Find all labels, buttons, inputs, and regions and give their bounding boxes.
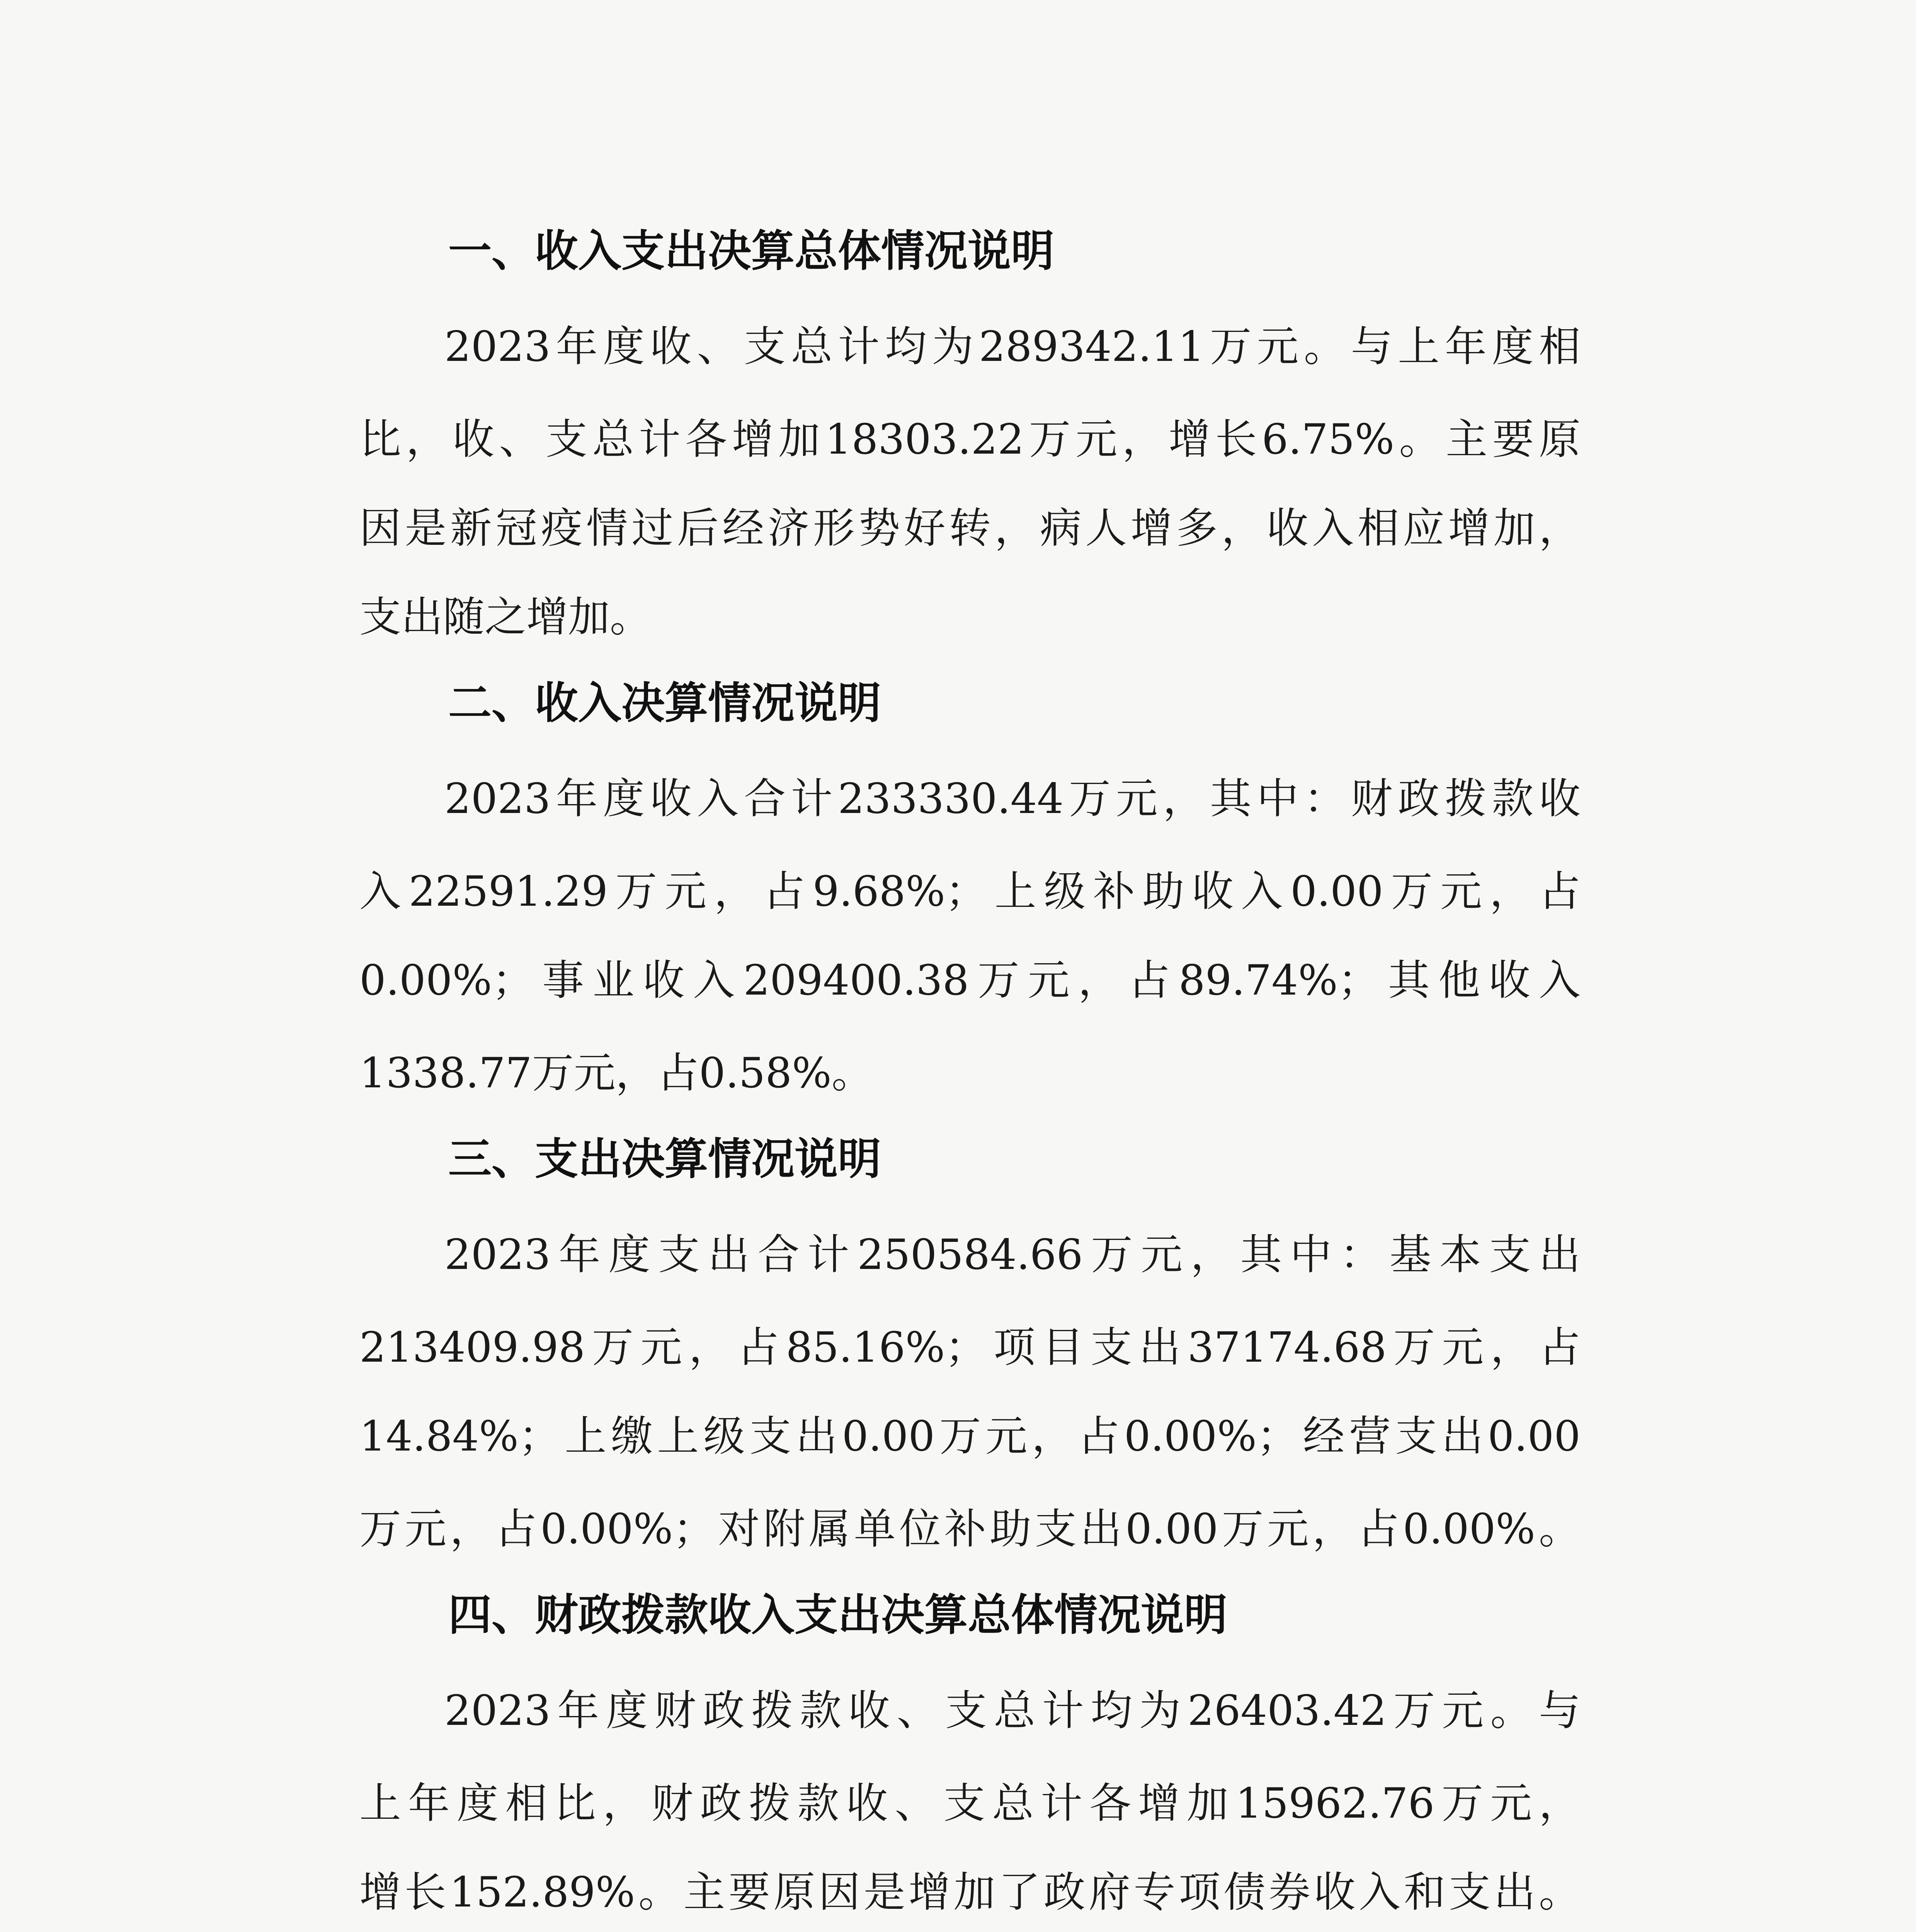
section-heading-4: 四、财政拨款收入支出决算总体情况说明 [448,1590,1227,1640]
paragraph-line: 因是新冠疫情过后经济形势好转，病人增多，收入相应增加， [359,504,1581,553]
section-heading-2: 二、收入决算情况说明 [448,678,881,728]
section-heading-3: 三、支出决算情况说明 [448,1134,881,1184]
paragraph-line: 2023年度支出合计250584.66万元，其中：基本支出 [444,1231,1581,1279]
paragraph-line: 比，收、支总计各增加18303.22万元，增长6.75%。主要原 [359,415,1581,464]
paragraph-line: 万元，占0.00%；对附属单位补助支出0.00万元，占0.00%。 [359,1505,1581,1553]
paragraph-line: 2023年度收、支总计均为289342.11万元。与上年度相 [444,323,1581,371]
paragraph-line: 上年度相比，财政拨款收、支总计各增加15962.76万元， [359,1779,1581,1828]
paragraph-line: 入22591.29万元，占9.68%；上级补助收入0.00万元，占 [359,867,1581,916]
paragraph-line: 213409.98万元，占85.16%；项目支出37174.68万元，占 [359,1323,1581,1372]
paragraph-line: 增长152.89%。主要原因是增加了政府专项债券收入和支出。 [359,1868,1581,1917]
section-heading-1: 一、收入支出决算总体情况说明 [448,226,1054,276]
paragraph-line: 0.00%；事业收入209400.38万元，占89.74%；其他收入 [359,956,1581,1005]
paragraph-line: 支出随之增加。 [359,593,652,641]
paragraph-line: 1338.77万元，占0.58%。 [359,1049,873,1097]
paragraph-line: 2023年度财政拨款收、支总计均为26403.42万元。与 [444,1687,1581,1735]
paragraph-line: 14.84%；上缴上级支出0.00万元，占0.00%；经营支出0.00 [359,1412,1581,1461]
paragraph-line: 2023年度收入合计233330.44万元，其中：财政拨款收 [444,775,1581,823]
